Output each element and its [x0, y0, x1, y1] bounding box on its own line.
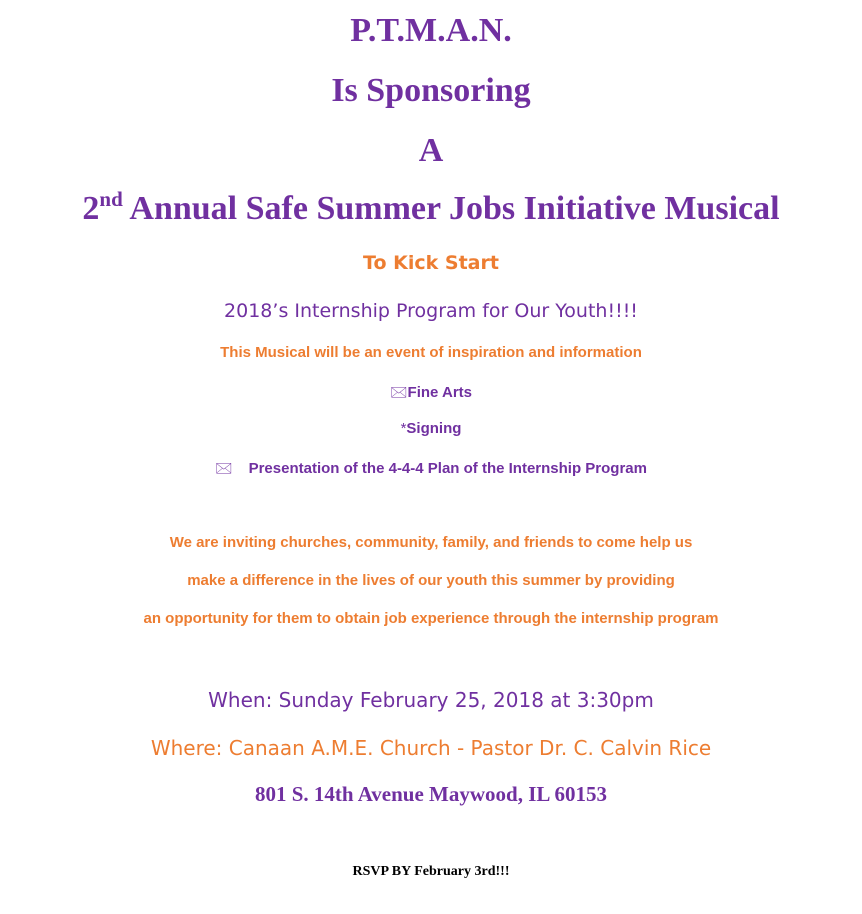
event-title [0, 187, 862, 228]
title-rest: Annual Safe Summer Jobs Initiative Musical [122, 190, 780, 227]
envelope-icon: 🖂 [215, 460, 233, 477]
rsvp-deadline: RSVP BY February 3rd!!! [352, 864, 510, 879]
event-where: Where: Canaan A.M.E. Church - Pastor Dr. C. Calvin Rice [150, 736, 712, 760]
envelope-icon: 🖂 [389, 384, 408, 401]
sponsoring-heading: Is Sponsoring [331, 72, 531, 109]
bullet-signing [0, 420, 862, 437]
musical-description: This Musical will be an event of inspiration and information [220, 344, 642, 361]
bullet-presentation [0, 458, 862, 483]
invite-line-1: We are inviting churches, community, family, and friends to come help us [169, 534, 693, 551]
bullet-text: Fine Arts [407, 384, 472, 401]
event-when: When: Sunday February 25, 2018 at 3:30pm [208, 688, 654, 712]
event-address: 801 S. 14th Avenue Maywood, IL 60153 [255, 782, 607, 806]
kick-start-text: To Kick Start [363, 252, 499, 274]
asterisk-icon: * [400, 420, 407, 437]
invite-line-2: make a difference in the lives of our youth this summer by providing [187, 572, 675, 589]
invite-line-3: an opportunity for them to obtain job experience through the internship program [143, 610, 719, 627]
title-ordinal-number: 2 [82, 190, 100, 227]
internship-program-text: 2018’s Internship Program for Our Youth!!!! [224, 300, 638, 322]
article-heading: A [418, 132, 444, 169]
title-ordinal-suffix: nd [99, 187, 123, 211]
bullet-text: Presentation of the 4-4-4 Plan of the Internship Program [248, 460, 647, 477]
bullet-fine-arts [0, 382, 862, 407]
bullet-text: Signing [406, 420, 462, 437]
org-heading: P.T.M.A.N. [350, 12, 512, 49]
